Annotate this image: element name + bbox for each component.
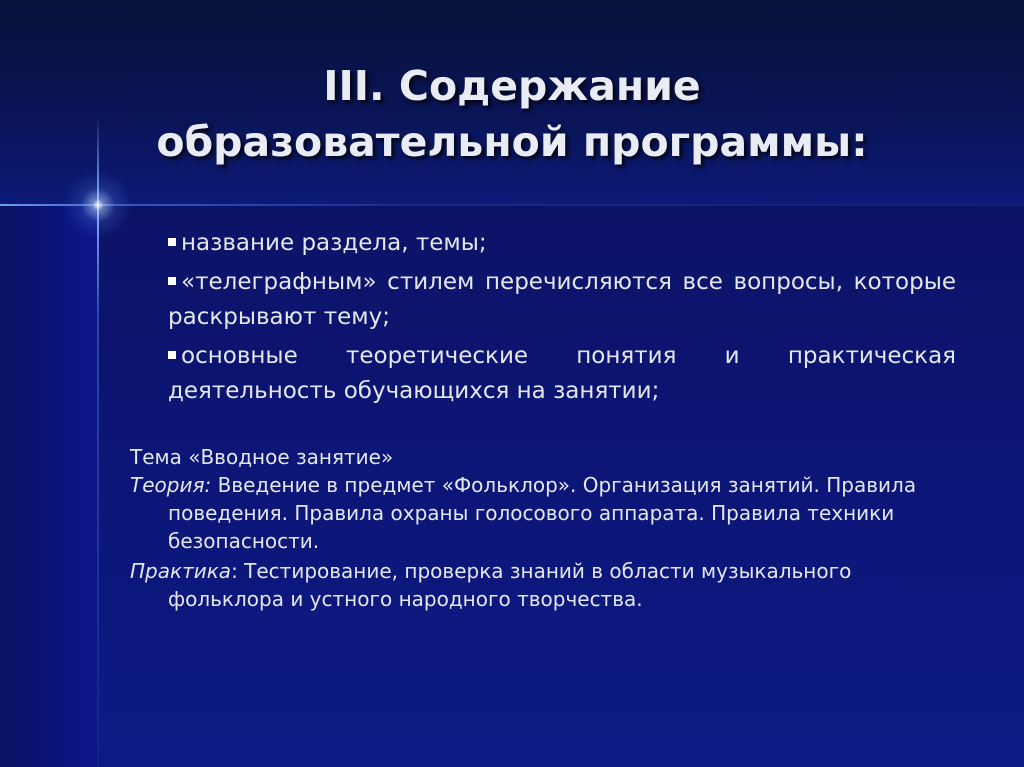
bullet-item [168, 226, 956, 261]
bullet-item [168, 339, 956, 409]
bullet-list [168, 226, 956, 413]
bullet-text: основные теоретические понятия и практическая деятельность обучающихся на занятии; [168, 343, 956, 404]
theory-paragraph [130, 471, 960, 555]
left-strip [0, 205, 98, 767]
horizontal-light-line [0, 204, 1024, 206]
bullet-text: название раздела, темы; [181, 230, 487, 256]
square-bullet-icon [168, 351, 176, 359]
title-line-2: образовательной программы: [156, 118, 868, 166]
bullet-text: «телеграфным» стилем перечисляются все вопросы, которые раскрывают тему; [168, 269, 956, 330]
star-glare-icon [58, 165, 138, 245]
topic-section [130, 443, 960, 613]
theory-label: Теория: [130, 473, 212, 497]
theory-text: Введение в предмет «Фольклор». Организация занятий. Правила поведения. Правила охраны голосового аппарата. Правила техники безопасности. [168, 473, 917, 553]
square-bullet-icon [168, 238, 176, 246]
bullet-item [168, 265, 956, 335]
slide-title [0, 58, 1024, 170]
topic-heading: Тема «Вводное занятие» [130, 445, 394, 469]
practice-label: Практика [130, 559, 232, 583]
square-bullet-icon [168, 277, 176, 285]
title-line-1: III. Содержание [323, 62, 701, 110]
practice-paragraph [130, 557, 960, 613]
practice-text: : Тестирование, проверка знаний в области музыкального фольклора и устного народного творчества. [168, 559, 852, 611]
